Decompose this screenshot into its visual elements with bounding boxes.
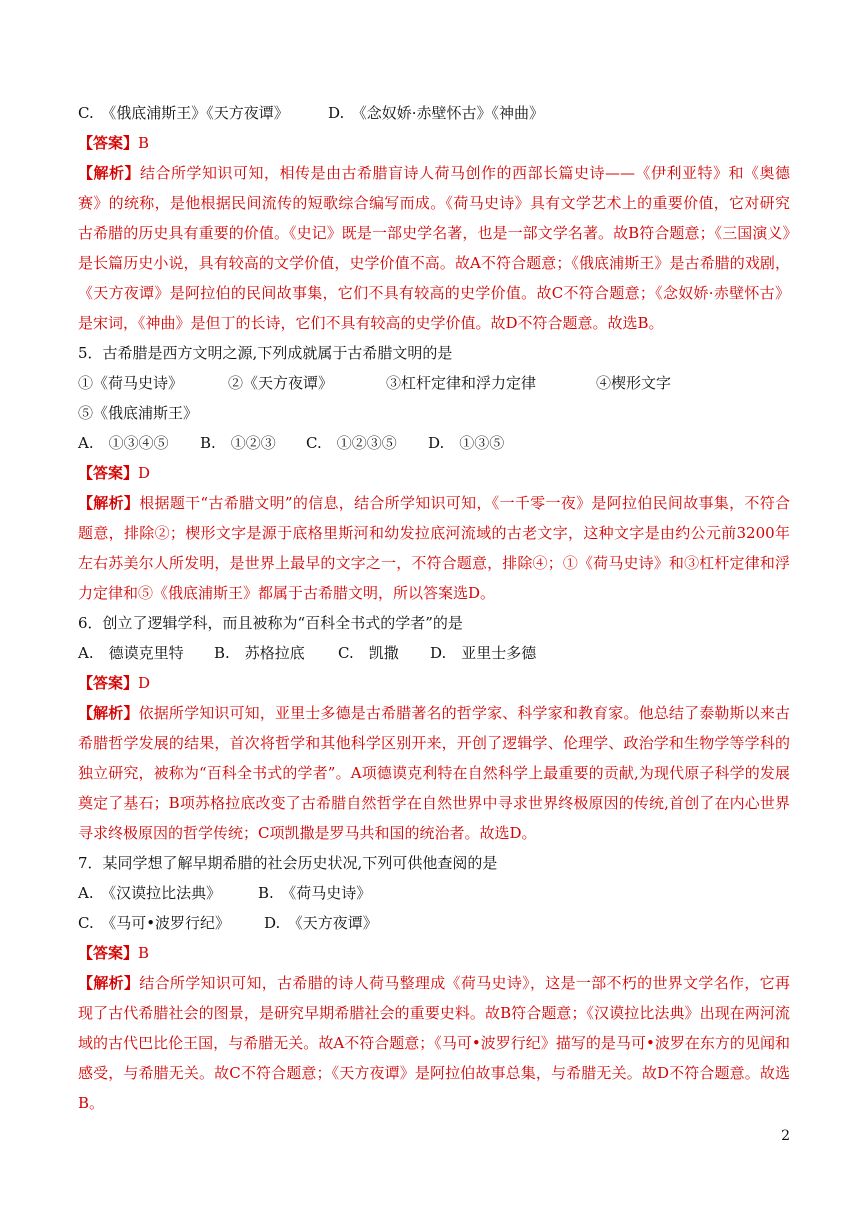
answer-value: D bbox=[138, 464, 151, 482]
q5-stem: 5．古希腊是西方文明之源,下列成就属于古希腊文明的是 bbox=[78, 344, 453, 362]
q4-option-c: C. 《俄底浦斯王》《天方夜谭》 bbox=[78, 104, 289, 122]
answer-tag: 【答案】 bbox=[78, 464, 139, 482]
answer-tag: 【答案】 bbox=[78, 134, 139, 152]
q5-items bbox=[78, 368, 790, 398]
q6-explanation bbox=[78, 698, 790, 848]
q7-options-cd bbox=[78, 908, 790, 938]
q7-options-ab bbox=[78, 878, 790, 908]
q5-option-d: D. ①③⑤ bbox=[428, 434, 505, 452]
q7-option-d: D. 《天方夜谭》 bbox=[264, 914, 378, 932]
page-number: 2 bbox=[781, 1128, 790, 1144]
q6-option-b: B. 苏格拉底 bbox=[214, 644, 305, 662]
q4-explanation bbox=[78, 158, 790, 338]
q7-explanation bbox=[78, 968, 790, 1118]
explanation-tag: 【解析】 bbox=[78, 974, 140, 992]
explanation-tag: 【解析】 bbox=[78, 164, 140, 182]
q5-item-4: ④楔形文字 bbox=[596, 374, 672, 392]
q4-options-cd bbox=[78, 98, 790, 128]
explanation-tag: 【解析】 bbox=[78, 704, 139, 722]
answer-value: D bbox=[138, 674, 151, 692]
q5-options bbox=[78, 428, 790, 458]
q5-option-a: A. ①③④⑤ bbox=[78, 434, 169, 452]
q5-item-1: ①《荷马史诗》 bbox=[78, 374, 184, 392]
document-page bbox=[78, 98, 790, 1118]
q7-answer bbox=[78, 938, 790, 968]
answer-value: B bbox=[138, 944, 150, 962]
q7-stem: 7．某同学想了解早期希腊的社会历史状况,下列可供他查阅的是 bbox=[78, 854, 498, 872]
q6-stem: 6．创立了逻辑学科，而且被称为“百科全书式的学者”的是 bbox=[78, 614, 463, 632]
explanation-text: 根据题干“古希腊文明”的信息，结合所学知识可知，《一千零一夜》是阿拉伯民间故事集，不符合题意，排除②；楔形文字是源于底格里斯河和幼发拉底河流域的古老文字，这种文字是由约公元前3200年左右苏美尔人所发明，是世界上最早的文字之一，不符合题意，排除④；①《荷马史诗》和③杠杆定律和浮力定律和⑤《俄底浦斯王》都属于古希腊文明，所以答案选D。 bbox=[78, 494, 790, 602]
q5-option-b: B. ①②③ bbox=[200, 434, 276, 452]
q4-answer bbox=[78, 128, 790, 158]
q6-option-c: C. 凯撒 bbox=[338, 644, 399, 662]
explanation-text: 依据所学知识可知，亚里士多德是古希腊著名的哲学家、科学家和教育家。他总结了泰勒斯以来古希腊哲学发展的结果，首次将哲学和其他科学区别开来，开创了逻辑学、伦理学、政治学和生物学等学科的独立研究，被称为“百科全书式的学者”。A项德谟克利特在自然科学上最重要的贡献,为现代原子科学的发展奠定了基石；B项苏格拉底改变了古希腊自然哲学在自然世界中寻求世界终极原因的传统,首创了在内心世界寻求终极原因的哲学传统；C项凯撒是罗马共和国的统治者。故选D。 bbox=[78, 704, 790, 842]
explanation-text: 结合所学知识可知，古希腊的诗人荷马整理成《荷马史诗》，这是一部不朽的世界文学名作，它再现了古代希腊社会的图景，是研究早期希腊社会的重要史料。故B符合题意；《汉谟拉比法典》出现在两河流域的古代巴比伦王国，与希腊无关。故A不符合题意；《马可•波罗行纪》描写的是马可•波罗在东方的见闻和感受，与希腊无关。故C不符合题意；《天方夜谭》是阿拉伯故事总集，与希腊无关。故D不符合题意。故选B。 bbox=[78, 974, 790, 1112]
q7-option-a: A. 《汉谟拉比法典》 bbox=[78, 884, 222, 902]
q5-option-c: C. ①②③⑤ bbox=[306, 434, 397, 452]
answer-value: B bbox=[138, 134, 150, 152]
q7-option-c: C. 《马可•波罗行纪》 bbox=[78, 914, 231, 932]
q6-options bbox=[78, 638, 790, 668]
answer-tag: 【答案】 bbox=[78, 944, 139, 962]
explanation-tag: 【解析】 bbox=[78, 494, 140, 512]
q6-option-d: D. 亚里士多德 bbox=[430, 644, 537, 662]
q5-explanation bbox=[78, 488, 790, 608]
q5-item-5: ⑤《俄底浦斯王》 bbox=[78, 404, 199, 422]
q5-item-3: ③杠杆定律和浮力定律 bbox=[386, 374, 537, 392]
q7-option-b: B. 《荷马史诗》 bbox=[258, 884, 372, 902]
explanation-text: 结合所学知识可知，相传是由古希腊盲诗人荷马创作的西部长篇史诗——《伊利亚特》和《奥德赛》的统称，是他根据民间流传的短歌综合编写而成。《荷马史诗》具有文学艺术上的重要价值，它对研究古希腊的历史具有重要的价值。《史记》既是一部史学名著，也是一部文学名著。故B符合题意；《三国演义》是长篇历史小说，具有较高的文学价值，史学价值不高。故A不符合题意；《俄底浦斯王》是古希腊的戏剧，《天方夜谭》是阿拉伯的民间故事集，它们不具有较高的史学价值。故C不符合题意；《念奴娇·赤壁怀古》是宋词，《神曲》是但丁的长诗，它们不具有较高的史学价值。故D不符合题意。故选B。 bbox=[78, 164, 790, 332]
q5-item-2: ②《天方夜谭》 bbox=[228, 374, 334, 392]
q6-answer bbox=[78, 668, 790, 698]
q4-option-d: D. 《念奴娇·赤壁怀古》《神曲》 bbox=[328, 104, 545, 122]
answer-tag: 【答案】 bbox=[78, 674, 139, 692]
q5-answer bbox=[78, 458, 790, 488]
q6-option-a: A. 德谟克里特 bbox=[78, 644, 184, 662]
